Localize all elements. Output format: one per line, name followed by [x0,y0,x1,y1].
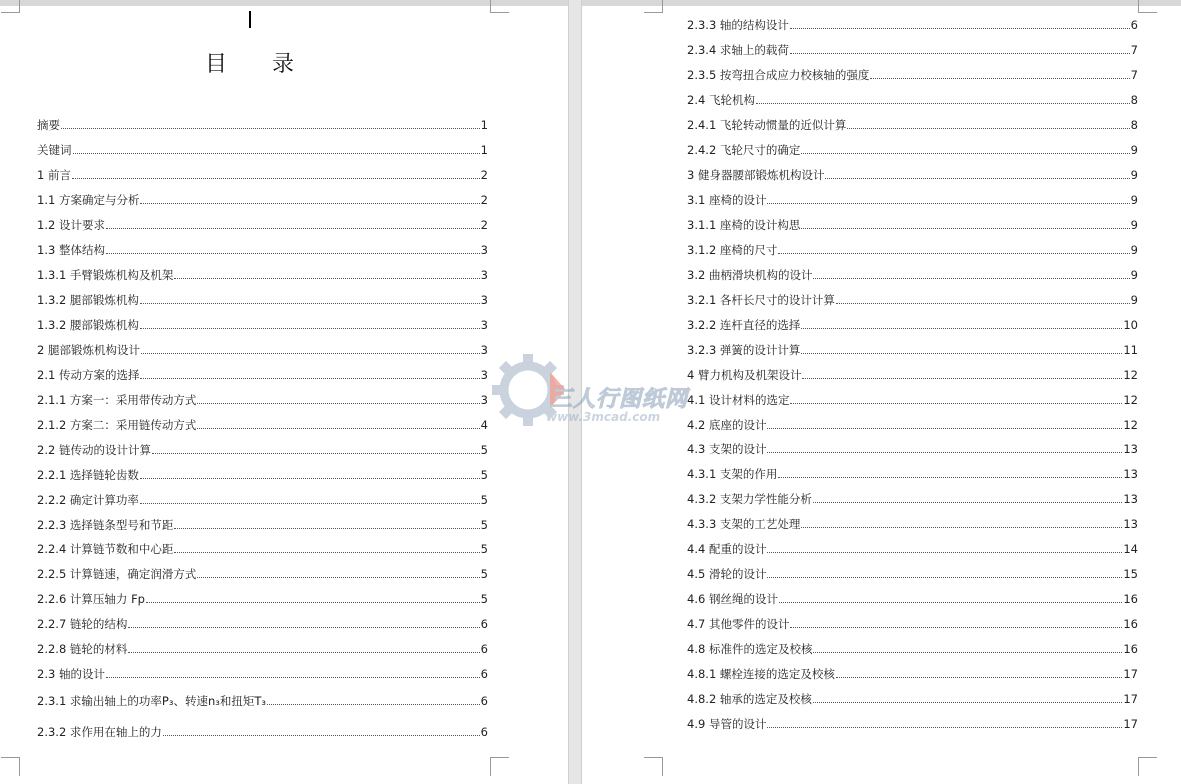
toc-entry-page: 14 [1123,542,1138,557]
toc-entry[interactable] [687,567,1138,581]
toc-entry[interactable] [687,592,1138,606]
crop-mark-top-left [1,0,20,13]
toc-leader-dots [106,228,480,229]
crop-mark-bottom-left [644,757,663,776]
toc-entry-label: 3.1 座椅的设计 [687,192,767,207]
toc-entry-label: 4.4 配重的设计 [687,542,767,557]
toc-leader-dots [813,502,1122,503]
toc-entry-page: 13 [1123,442,1138,457]
toc-entry-page: 1 [480,142,488,157]
crop-mark-bottom-right [490,757,509,776]
toc-leader-dots [801,328,1122,329]
text-cursor [249,11,251,28]
toc-leader-dots [767,428,1122,429]
toc-entry[interactable] [37,667,488,681]
toc-entry-page: 16 [1123,592,1138,607]
toc-entry-page: 3 [480,342,488,357]
toc-entry-label: 2.3.4 求轴上的载荷 [687,42,789,57]
watermark-brand: 三人行图纸网 [550,387,689,412]
toc-entry-label: 摘要 [37,118,60,132]
toc-entry[interactable] [687,667,1138,681]
toc-leader-dots [174,278,479,279]
toc-leader-dots [802,378,1122,379]
toc-leader-dots [197,428,479,429]
toc-entry-label: 2.3 轴的设计 [37,667,105,682]
toc-entry-page: 13 [1123,517,1138,532]
toc-entry-page: 5 [480,567,488,582]
toc-leader-dots [790,627,1122,628]
toc-entry[interactable] [687,418,1138,432]
toc-leader-dots [140,203,479,204]
toc-entry-label: 2.4.2 飞轮尺寸的确定 [687,142,801,157]
toc-entry-page: 9 [1130,242,1138,257]
toc-entry-page: 17 [1123,667,1138,682]
toc-leader-dots [767,727,1122,728]
toc-entry-label: 4.7 其他零件的设计 [687,617,790,632]
toc-leader-dots [778,477,1122,478]
toc-entry[interactable] [687,692,1138,706]
toc-entry-label: 4.5 滑轮的设计 [687,567,767,582]
toc-entry-label: 1.3.1 手臂锻炼机构及机架 [37,267,174,282]
toc-leader-dots [801,228,1129,229]
toc-title: 目录 [205,52,340,77]
toc-leader-dots [756,103,1130,104]
toc-leader-dots [836,677,1122,678]
toc-entry[interactable] [37,193,488,207]
toc-entry-page: 4 [480,417,488,432]
toc-entry-page: 13 [1123,492,1138,507]
toc-entry-label: 4.1 设计材料的选定 [687,392,790,407]
toc-leader-dots [163,735,480,736]
toc-entry-label: 2.4 飞轮机构 [687,92,755,107]
toc-entry-page: 3 [480,242,488,257]
toc-entry-page: 13 [1123,467,1138,482]
toc-entry-label: 2.1.1 方案一：采用带传动方式 [37,392,197,407]
toc-leader-dots [152,453,480,454]
toc-entry-label: 1.3.2 腰部锻炼机构 [37,317,139,332]
toc-entry[interactable] [687,193,1138,207]
toc-entry-label: 1.3 整体结构 [37,242,105,257]
toc-entry-page: 3 [480,392,488,407]
toc-leader-dots [73,153,480,154]
toc-entry[interactable] [687,717,1138,731]
toc-entry-page: 17 [1123,692,1138,707]
toc-leader-dots [140,378,479,379]
toc-entry-label: 1.2 设计要求 [37,217,105,232]
toc-entry[interactable] [37,418,488,432]
toc-entry-label: 2.3.5 按弯扭合成应力校核轴的强度 [687,67,870,82]
toc-leader-dots [197,577,479,578]
toc-entry-page: 3 [480,367,488,382]
toc-leader-dots [813,702,1122,703]
toc-entry-page: 12 [1123,417,1138,432]
toc-entry[interactable] [37,443,488,457]
toc-entry-label: 2.1 传动方案的选择 [37,367,140,382]
toc-entry[interactable] [37,343,488,357]
toc-leader-dots [767,452,1122,453]
toc-entry[interactable] [687,393,1138,407]
toc-leader-dots [106,677,480,678]
toc-entry[interactable] [687,442,1138,456]
toc-leader-dots [197,403,479,404]
toc-leader-dots [106,253,480,254]
toc-entry-page: 3 [480,292,488,307]
toc-entry-page: 3 [480,267,488,282]
toc-entry[interactable] [687,517,1138,531]
toc-entry[interactable] [687,93,1138,107]
toc-entry-label: 1.3.2 腿部锻炼机构 [37,292,139,307]
toc-leader-dots [128,627,479,628]
toc-entry-label: 2.1.2 方案二：采用链传动方式 [37,417,197,432]
toc-entry-label: 3.2 曲柄滑块机构的设计 [687,267,813,282]
toc-leader-dots [267,704,480,705]
toc-entry-page: 15 [1123,567,1138,582]
toc-entry-page: 8 [1130,117,1138,132]
toc-entry-page: 9 [1130,167,1138,182]
toc-entry-page: 10 [1123,317,1138,332]
toc-entry-page: 1 [480,118,488,132]
toc-entry[interactable] [37,393,488,407]
toc-entry[interactable] [37,567,488,581]
toc-entry-label: 4.8 标准件的选定及校核 [687,642,813,657]
toc-entry-label: 2.2.1 选择链轮齿数 [37,467,139,482]
toc-entry-page: 9 [1130,267,1138,282]
toc-entry[interactable] [687,492,1138,506]
toc-entry[interactable] [687,293,1138,307]
toc-entry-page: 5 [480,467,488,482]
toc-entry-page: 3 [480,317,488,332]
toc-entry[interactable] [687,143,1138,157]
toc-entry-page: 2 [480,192,488,207]
toc-entry-label: 2.2.8 链轮的材料 [37,642,128,657]
toc-entry-page: 5 [480,542,488,557]
toc-entry-label: 关键词 [37,142,72,157]
toc-entry-label: 3.1.1 座椅的设计构思 [687,217,801,232]
toc-entry-label: 4.8.1 螺栓连接的选定及校核 [687,667,835,682]
toc-entry[interactable] [687,617,1138,631]
toc-entry-label: 4.2 底座的设计 [687,417,767,432]
toc-entry-page: 9 [1130,192,1138,207]
toc-entry[interactable] [687,243,1138,257]
toc-entry-label: 4.3.1 支架的作用 [687,467,778,482]
toc-leader-dots [174,552,479,553]
toc-entry[interactable] [37,118,488,132]
toc-leader-dots [140,503,480,504]
toc-entry-page: 17 [1123,717,1138,732]
toc-entry-label: 1 前言 [37,167,71,182]
toc-entry-page: 2 [480,217,488,232]
toc-entry-page: 2 [480,167,488,182]
toc-leader-dots [847,128,1129,129]
toc-entry[interactable] [687,343,1138,357]
toc-leader-dots [141,353,480,354]
toc-entry[interactable] [37,592,488,606]
toc-entry-page: 6 [1130,18,1138,32]
toc-entry-page: 6 [480,617,488,632]
toc-leader-dots [801,153,1129,154]
toc-entry[interactable] [37,293,488,307]
toc-entry[interactable] [687,43,1138,57]
toc-leader-dots [72,178,480,179]
toc-entry-page: 12 [1123,367,1138,382]
toc-entry-page: 5 [480,442,488,457]
toc-entry-label: 2.2.5 计算链速，确定润滑方式 [37,567,197,582]
toc-entry[interactable] [687,268,1138,282]
crop-mark-bottom-right [1138,757,1157,776]
toc-entry[interactable] [37,318,488,332]
toc-entry[interactable] [37,268,488,282]
toc-entry[interactable] [687,218,1138,232]
toc-entry-label: 4.9 导管的设计 [687,717,767,732]
toc-leader-dots [779,602,1122,603]
toc-entry-page: 9 [1130,142,1138,157]
toc-entry-label: 4 臂力机构及机架设计 [687,367,802,382]
toc-entry-label: 2.2.6 计算压轴力 Fp [37,592,145,607]
toc-entry[interactable] [37,542,488,556]
toc-leader-dots [790,403,1122,404]
toc-entry-label: 3.2.1 各杆长尺寸的设计计算 [687,292,835,307]
toc-entry[interactable] [37,168,488,182]
toc-entry[interactable] [37,218,488,232]
toc-entry-label: 3.1.2 座椅的尺寸 [687,242,778,257]
toc-entry-label: 3 健身器腰部锻炼机构设计 [687,167,825,182]
toc-entry[interactable] [687,168,1138,182]
toc-entry[interactable] [37,368,488,382]
toc-leader-dots [801,353,1122,354]
toc-entry[interactable] [687,318,1138,332]
toc-entry-label: 2.2.4 计算链节数和中心距 [37,542,174,557]
toc-entry-page: 5 [480,592,488,607]
toc-entry-label: 3.2.3 弹簧的设计计算 [687,342,801,357]
toc-leader-dots [767,552,1122,553]
toc-entry-label: 2.2.3 选择链条型号和节距 [37,517,174,532]
toc-entry-label: 4.3.3 支架的工艺处理 [687,517,801,532]
toc-entry[interactable] [37,243,488,257]
toc-leader-dots [790,53,1130,54]
toc-entry-page: 7 [1130,67,1138,82]
toc-entry-label: 2.3.3 轴的结构设计 [687,18,789,32]
toc-entry-label: 2.3.1 求输出轴上的功率P₃、转速n₃和扭矩T₃ [37,694,266,709]
crop-mark-top-left [644,0,663,13]
toc-entry[interactable] [687,368,1138,382]
toc-entry-label: 2.4.1 飞轮转动惯量的近似计算 [687,117,847,132]
toc-entry-page: 5 [480,492,488,507]
toc-entry-label: 4.6 钢丝绳的设计 [687,592,778,607]
toc-leader-dots [778,253,1129,254]
watermark-url: www.3mcad.com [546,410,661,424]
crop-mark-top-right [1138,0,1157,13]
toc-entry-page: 9 [1130,292,1138,307]
toc-leader-dots [61,128,480,129]
toc-entry-page: 16 [1123,617,1138,632]
toc-entry-label: 2 腿部锻炼机构设计 [37,342,140,357]
toc-entry[interactable] [37,518,488,532]
toc-entry-page: 11 [1123,342,1138,357]
toc-leader-dots [767,203,1129,204]
toc-entry[interactable] [687,68,1138,82]
toc-leader-dots [813,652,1122,653]
toc-entry[interactable] [37,617,488,631]
toc-leader-dots [140,328,480,329]
toc-entry[interactable] [37,493,488,507]
toc-entry-page: 7 [1130,42,1138,57]
toc-entry-page: 6 [480,642,488,657]
toc-entry-label: 3.2.2 连杆直径的选择 [687,317,801,332]
toc-entry-label: 4.3 支架的设计 [687,442,767,457]
toc-entry[interactable] [687,467,1138,481]
toc-leader-dots [870,78,1129,79]
toc-entry-page: 5 [480,517,488,532]
toc-leader-dots [146,602,480,603]
toc-leader-dots [801,527,1122,528]
toc-entry-label: 2.3.2 求作用在轴上的力 [37,725,162,740]
toc-entry-label: 4.8.2 轴承的选定及校核 [687,692,812,707]
toc-entry-page: 6 [480,694,488,709]
toc-entry-page: 6 [480,667,488,682]
toc-leader-dots [836,303,1130,304]
toc-leader-dots [174,528,479,529]
toc-entry-label: 2.2.7 链轮的结构 [37,617,128,632]
toc-leader-dots [140,303,480,304]
toc-entry-page: 8 [1130,92,1138,107]
crop-mark-top-right [490,0,509,13]
toc-leader-dots [790,28,1130,29]
crop-mark-bottom-left [1,757,20,776]
toc-entry-label: 2.2 链传动的设计计算 [37,442,151,457]
toc-entry[interactable] [37,642,488,656]
toc-entry[interactable] [37,143,488,157]
toc-leader-dots [813,278,1129,279]
toc-leader-dots [767,577,1122,578]
toc-entry[interactable] [37,694,488,708]
toc-entry-page: 6 [480,725,488,740]
toc-entry[interactable] [687,118,1138,132]
toc-entry-label: 2.2.2 确定计算功率 [37,492,139,507]
toc-entry-page: 16 [1123,642,1138,657]
toc-entry[interactable] [687,18,1138,32]
toc-entry[interactable] [687,642,1138,656]
toc-leader-dots [128,652,479,653]
toc-leader-dots [140,478,480,479]
toc-entry-label: 1.1 方案确定与分析 [37,192,140,207]
toc-entry-page: 9 [1130,217,1138,232]
toc-entry[interactable] [37,468,488,482]
watermark [490,352,700,432]
toc-entry-page: 12 [1123,392,1138,407]
toc-entry[interactable] [37,725,488,739]
toc-leader-dots [825,178,1129,179]
toc-entry-label: 4.3.2 支架力学性能分析 [687,492,812,507]
toc-entry[interactable] [687,542,1138,556]
